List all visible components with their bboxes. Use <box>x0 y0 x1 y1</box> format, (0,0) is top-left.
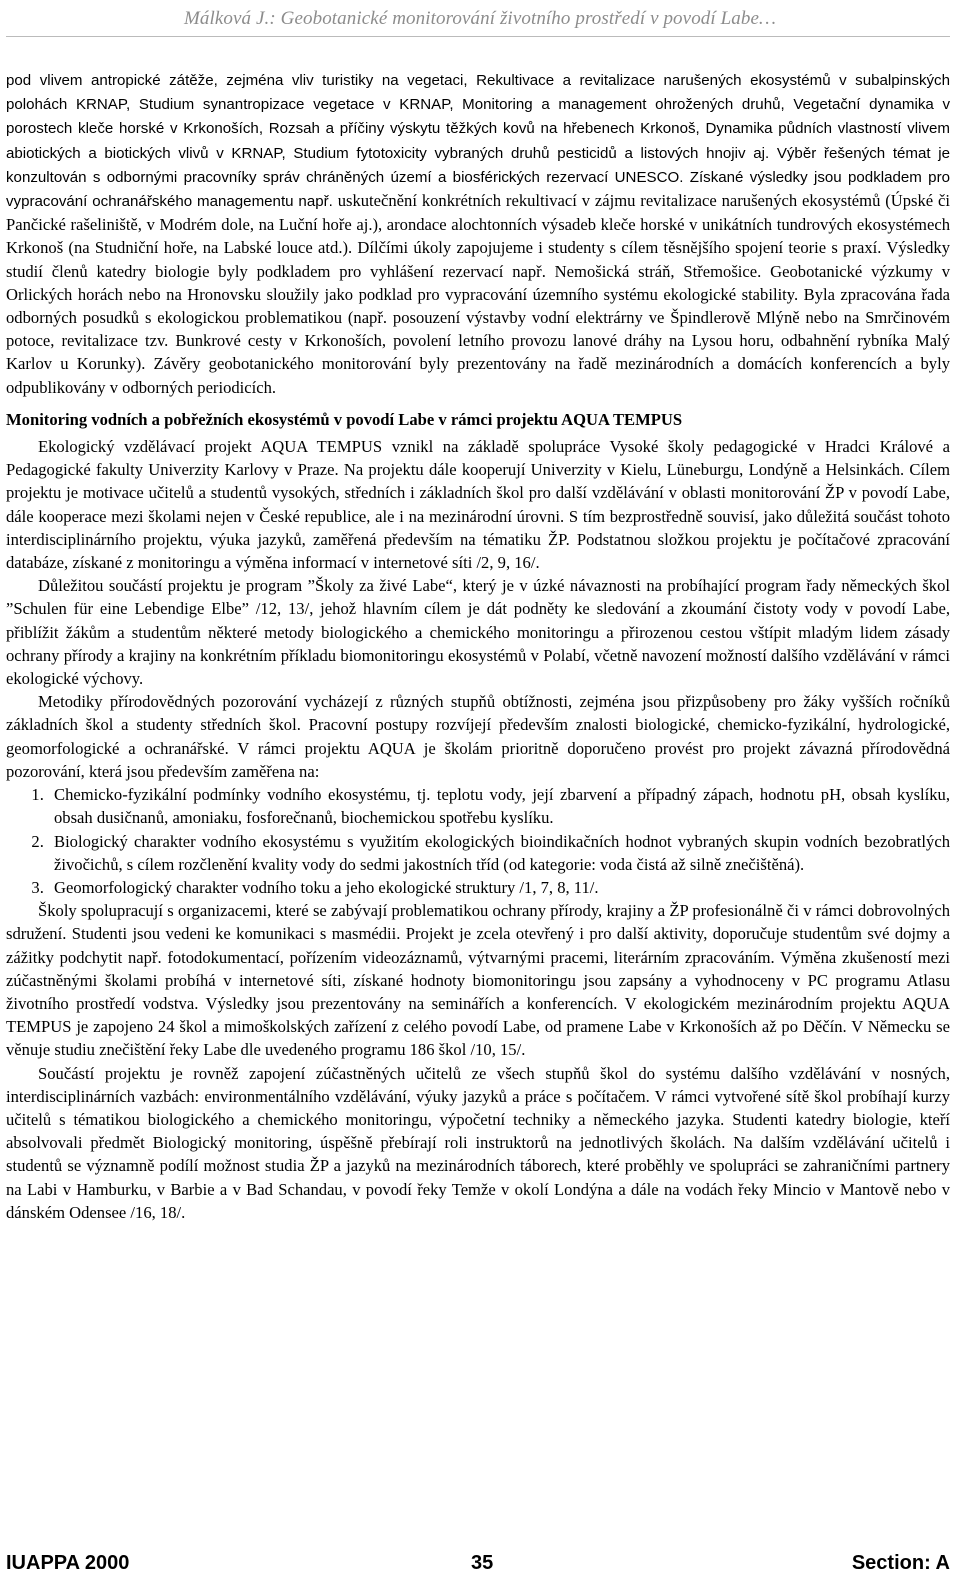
list-item: 1. Chemicko-fyzikální podmínky vodního ekosystému, tj. teplotu vody, její zbarvení a případný zápach, hodnotu pH, obsah kyslíku, obsah dusičnanů, amoniaku, fosforečnanů, biochemickou spotřebu kyslíku. <box>48 783 950 829</box>
paragraph: Ekologický vzdělávací projekt AQUA TEMPUS vznikl na základě spolupráce Vysoké školy pedagogické v Hradci Králové a Pedagogické fakulty Univerzity Karlovy v Praze. Na projektu dále kooperují Univerzity v Kielu, Lüneburgu, Londýně a Helsinkách. Cílem projektu je motivace učitelů a studentů vysokých, středních i základních škol pro další vzdělávání v oblasti monitorování ŽP v povodí Labe, dále kooperace mezi školami nejen v České republice, ale i na mezinárodní úrovni. S tím bezprostředně souvisí, jako důležitá součást tohoto interdisciplinárního projektu, výuka jazyků, zaměřená především na tématiku ŽP. Podstatnou složkou projektu je počítačové zpracování databáze, získané z monitoringu a výměna informací v internetové síti /2, 9, 16/. <box>6 437 950 573</box>
section-heading: Monitoring vodních a pobřežních ekosystémů v povodí Labe v rámci projektu AQUA TEMPUS <box>6 409 683 429</box>
list-item: 3. Geomorfologický charakter vodního toku a jeho ekologické struktury /1, 7, 8, 11/. <box>48 876 950 899</box>
footer-conference: IUAPPA 2000 <box>6 1552 130 1574</box>
intro-sans-text: pod vlivem antropické zátěže, zejména vliv turistiky na vegetaci, Rekultivace a revitalizace narušených ekosystémů v subalpinských polohách KRNAP, Studium synantropizace vegetace v KRNAP, Monitoring a management ohrožených druhů, Vegetační dynamika v porostech kleče horské v Krkonoších, Rozsah a příčiny výskytu těžkých kovů na hřebenech Krkonoš, Dynamika půdních vlastností vlivem abiotických a biotických vlivů v KRNAP, Studium fytotoxicity vybraných druhů pesticidů a listových hnojiv aj. Výběr řešených témat je konzultován s odbornými pracovníky správ chráněných území a biosférických rezervací UNESCO. Získané výsledky jsou podkladem pro vypracování ochranářského managementu např. <box>6 72 950 211</box>
paragraph: Školy spolupracují s organizacemi, které se zabývají problematikou ochrany přírody, krajiny a ŽP profesionálně či v rámci dobrovolných sdružení. Studenti jsou vedeni ke komunikaci s masmédii. Projekt je zcela otevřený i pro další aktivity, doporučuje studentům své dojmy a zážitky podchytit např. fotodokumentací, pořízením videozáznamů, výtvarnými pracemi, literárním zpracováním. Výměna zkušeností mezi zúčastněnými školami probíhá v internetové síti, získané hodnoty biomonitoringu jsou zapsány a vyhodnoceny v PC programu Atlasu životního prostředí vodstva. Výsledky jsou prezentovány na seminářích a konferencích. V ekologickém mezinárodním projektu AQUA TEMPUS je zapojeno 24 škol a mimoškolských zařízení z celého povodí Labe, od pramene Labe v Krkonoších až po Děčín. V Německu se věnuje studiu znečištění řeky Labe dle uvedeného programu 186 škol /10, 15/. <box>6 901 950 1060</box>
document-body <box>6 68 950 1224</box>
paragraph: Důležitou součástí projektu je program ”Školy za živé Labe“, který je v úzké návaznosti na probíhající program řady německých škol ”Schulen für eine Lebendige Elbe” /12, 13/, jehož hlavním cílem je dát podněty ke sledování a zkoumání čistoty vody v povodí Labe, přiblížit žákům a studentům některé metody biologického a chemického monitoringu a přirozenou cestou vštípit mladým lidem zásady ochrany přírody a krajiny na konkrétním příkladu biomonitoringu ekosystémů v Polabí, včetně navození možností dalšího vzdělávání v rámci ekologické výchovy. <box>6 576 950 689</box>
footer-section: Section: A <box>851 1552 950 1574</box>
running-header: Málková J.: Geobotanické monitorování životního prostředí v povodí Labe… <box>183 8 777 29</box>
page-number: 35 <box>471 1552 494 1574</box>
intro-paragraph <box>6 68 950 399</box>
list-item: 2. Biologický charakter vodního ekosystému s využitím ekologických bioindikačních hodnot vybraných skupin vodních bezobratlých živočichů, s cílem rozčlenění kvality vody do sedmi jakostních tříd (od kategorie: voda čistá až silně znečištěná). <box>48 830 950 876</box>
observation-list <box>6 783 950 899</box>
intro-serif-text: uskutečnění konkrétních rekultivací v zájmu revitalizace narušených ekosystémů (Úpské či Pančické rašeliniště, v Modrém dole, na Luční hoře aj.), arondace alochtonních výsadeb kleče horské v unikátních tundrových ekosystémech Krkonoš (na Studniční hoře, na Labské louce atd.). Dílčími úkoly zapojujeme i studenty s cílem těsnějšího spojení teorie s praxí. Výsledky studií členů katedry biologie byly podkladem pro vyhlášení rezervací např. Nemošická stráň, Střemošice. Geobotanické výzkumy v Orlických horách nebo na Hronovsku sloužily jako podklad pro vypracování územního systému ekologické stability. Byla zpracována řada odborných posudků s ekologickou problematikou (např. posouzení výstavby vodní elektrárny ve Špindlerově Mlýně nebo na Smrčinovém potoce, revitalizace tzv. Bunkrové cesty v Krkonoších, povolení letního provozu lanové dráhy na Lysou horu, odbahnění rybníka Malý Karlov u Korunky). Závěry geobotanického monitorování byly prezentovány na řadě mezinárodních a domácích konferencích a byly odpublikovány v odborných periodicích. <box>6 191 950 397</box>
paragraph: Součástí projektu je rovněž zapojení zúčastněných učitelů ze všech stupňů škol do systému dalšího vzdělávání v nosných, interdisciplinárních vazbách: environmentálního vzdělávání, výuky jazyků a práce s počítačem. V rámci vytvořené sítě škol probíhají kurzy učitelů s tématikou biologického a chemického monitoringu, výpočetní techniky a německého jazyka. Studenti katedry biologie, kteří absolvovali předmět Biologický monitoring, úspěšně přebírají roli instruktorů na jednotlivých školách. Na dalším vzdělávání učitelů i studentů se významně podílí možnost studia ŽP a jazyků na mezinárodních táborech, které proběhly ve spolupráci se zahraničními partnery na Labi v Hamburku, v Barbie a v Bad Schandau, v povodí řeky Temže v okolí Londýna a dále na vodách řeky Mincio v Mantově nebo v dánském Odensee /16, 18/. <box>6 1063 950 1222</box>
paragraph: Metodiky přírodovědných pozorování vycházejí z různých stupňů obtížnosti, zejména jsou přizpůsobeny pro žáky vyšších ročníků základních škol a studenty středních škol. Pracovní postupy rozvíjejí především znalosti biologické, chemicko-fyzikální, hydrologické, geomorfologické a ochranářské. V rámci projektu AQUA je školám prioritně doporučeno provést pro projekt závazná přírodovědná pozorování, která jsou především zaměřena na: <box>6 692 950 781</box>
header-divider <box>6 36 950 37</box>
